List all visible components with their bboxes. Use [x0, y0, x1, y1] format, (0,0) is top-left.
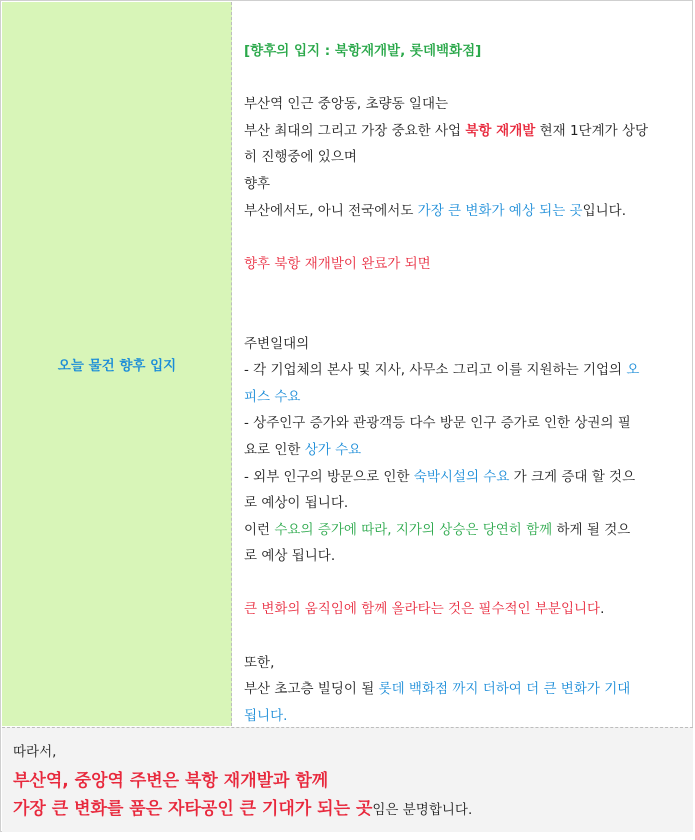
description-body — [244, 38, 684, 729]
bullet-line — [244, 384, 684, 411]
label-cell — [2, 2, 232, 726]
paragraph-line: 또한, — [244, 654, 275, 671]
paragraph-line: 부산역 인근 중앙동, 초량동 일대는 — [244, 96, 449, 113]
highlight-text: 피스 수요 — [244, 388, 301, 405]
section-heading: [향후의 입지 : 북항재개발, 롯데백화점] — [244, 43, 482, 59]
highlight-text: 큰 변화의 움직임에 함께 올라타는 것은 필수적인 부분입니다 — [244, 601, 601, 618]
highlight-text: 상가 수요 — [304, 441, 362, 458]
paragraph-line: 향후 — [244, 175, 271, 192]
paragraph-line: 로 예상 됩니다. — [244, 548, 336, 565]
bullet-line: 요로 인한 상가 수요 — [244, 441, 362, 458]
bullet-line: 로 예상이 됩니다. — [244, 495, 349, 512]
paragraph-line: 됩니다. — [244, 707, 288, 724]
section-label: 오늘 물건 향후 입지 — [57, 358, 177, 374]
bullet-line: - 상주인구 증가와 관광객등 다수 방문 인구 증가로 인한 상권의 필 — [244, 415, 631, 432]
paragraph-line: 히 진행중에 있으며 — [244, 149, 357, 166]
description-cell — [233, 2, 693, 726]
paragraph-line: 주변일대의 — [244, 335, 310, 352]
summary-footer — [2, 727, 693, 832]
highlight-text: 북항 재개발 — [465, 122, 536, 139]
highlight-text: 가장 큰 변화가 예상 되는 곳 — [417, 202, 583, 219]
highlight-text: 롯데 백화점 까지 더하여 더 큰 변화가 기대 — [378, 681, 631, 698]
footer-conclusion-line: 부산역, 중앙역 주변은 북항 재개발과 함께 — [13, 771, 329, 791]
paragraph-line: 부산 최대의 그리고 가장 중요한 사업 북항 재개발 현재 1단계가 상당 — [244, 122, 649, 139]
highlight-text: 숙박시설의 수요 — [413, 468, 510, 485]
paragraph-line: 큰 변화의 움직임에 함께 올라타는 것은 필수적인 부분입니다. — [244, 601, 605, 618]
highlight-text: 오 — [626, 362, 640, 379]
paragraph-line: 향후 북항 재개발이 완료가 되면 — [244, 255, 431, 272]
paragraph-line: 이런 수요의 증가에 따라, 지가의 상승은 당연히 함께 하게 될 것으 — [244, 521, 631, 538]
highlight-text: 수요의 증가에 따라, 지가의 상승은 당연히 함께 — [274, 521, 553, 538]
paragraph-line: 부산에서도, 아니 전국에서도 가장 큰 변화가 예상 되는 곳입니다. — [244, 202, 627, 219]
paragraph-line: 부산 초고층 빌딩이 될 롯데 백화점 까지 더하여 더 큰 변화가 기대 — [244, 681, 631, 698]
bullet-line: - 외부 인구의 방문으로 인한 숙박시설의 수요 가 크게 증대 할 것으 — [244, 468, 636, 485]
footer-conclusion-line: 가장 큰 변화를 품은 자타공인 큰 기대가 되는 곳임은 분명합니다. — [13, 799, 473, 819]
bullet-line: - 각 기업체의 본사 및 지사, 사무소 그리고 이를 지원하는 기업의 오 — [244, 362, 640, 379]
footer-lead: 따라서, — [13, 744, 57, 760]
